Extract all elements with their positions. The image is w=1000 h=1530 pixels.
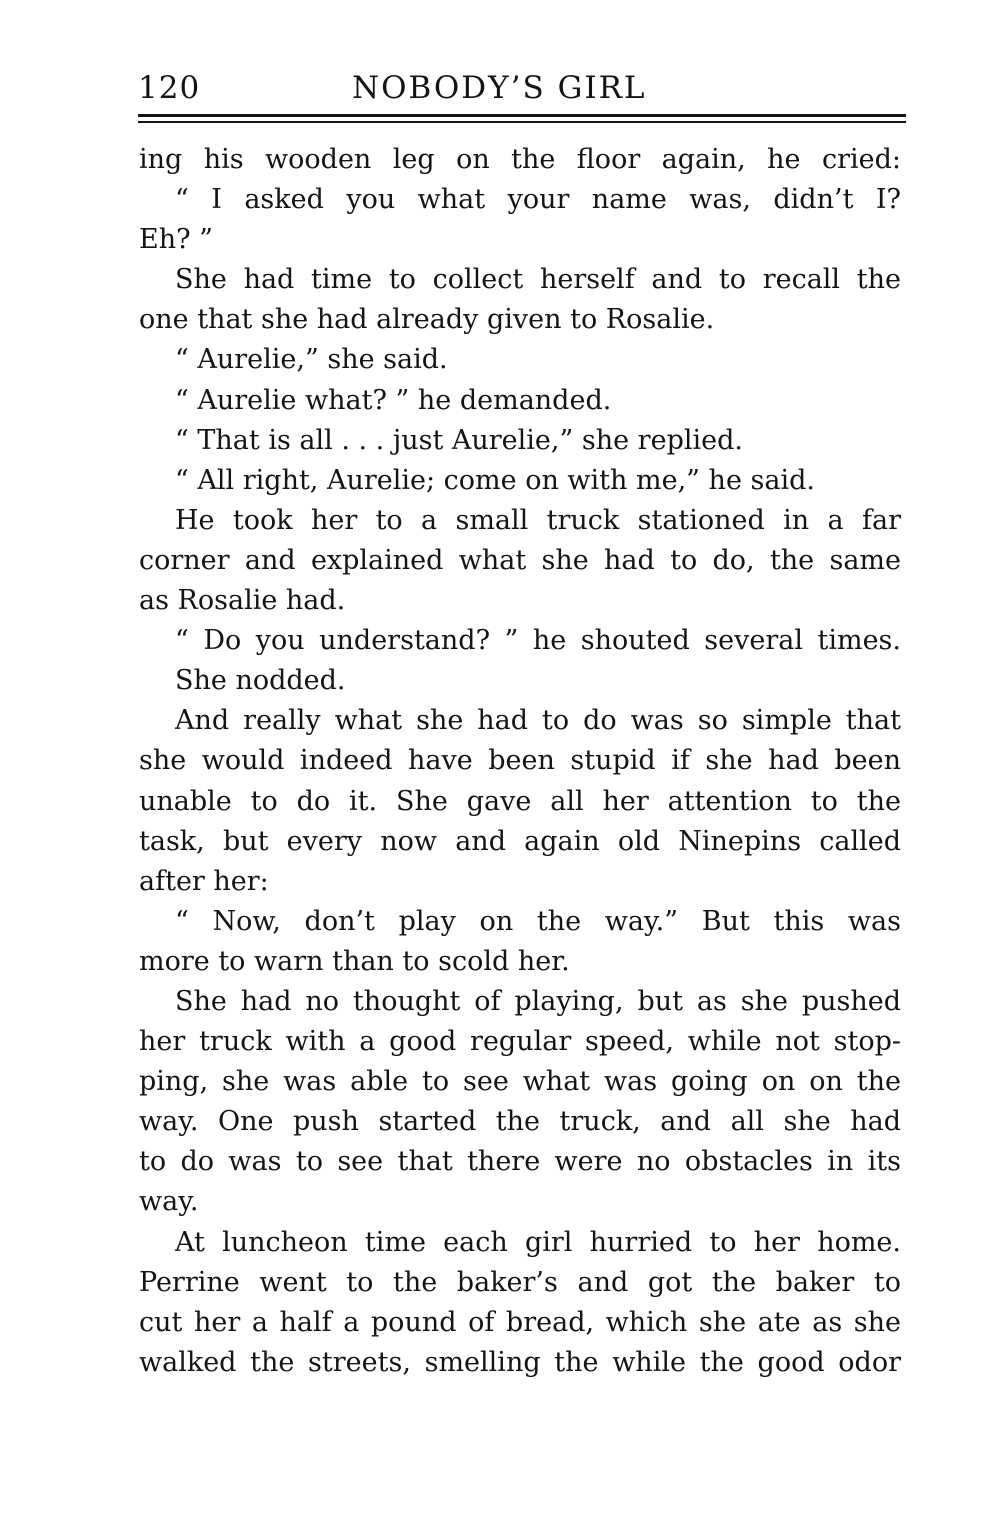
text-line: “ Aurelie what? ” he demanded.	[175, 384, 612, 416]
text-line: way. One push started the truck, and all she had	[139, 1106, 901, 1138]
text-line: more to warn than to scold her.	[139, 945, 570, 977]
text-line: And really what she had to do was so simple that	[175, 705, 901, 737]
text-line: cut her a half a pound of bread, which she ate as she	[139, 1306, 901, 1338]
text-line: “ Now, don’t play on the way.” But this was	[175, 905, 901, 937]
text-line: “ Aurelie,” she said.	[175, 344, 448, 376]
text-line: Eh? ”	[139, 224, 213, 256]
text-line: as Rosalie had.	[139, 585, 346, 617]
text-line: “ Do you understand? ” he shouted several times.	[175, 625, 901, 657]
text-line: unable to do it. She gave all her attention to the	[139, 785, 901, 817]
page-number: 120	[138, 70, 201, 106]
page-header	[138, 70, 906, 110]
text-line: way.	[139, 1186, 199, 1218]
text-line: “ I asked you what your name was, didn’t I?	[175, 184, 901, 216]
text-line: “ All right, Aurelie; come on with me,” he said.	[175, 464, 815, 496]
text-line: one that she had already given to Rosalie.	[139, 304, 715, 336]
text-line: she would indeed have been stupid if she had been	[139, 745, 901, 777]
body-text	[139, 140, 901, 1383]
text-line: task, but every now and again old Ninepins called	[139, 825, 901, 857]
text-line: “ That is all . . . just Aurelie,” she replied.	[175, 424, 743, 456]
text-line: She had no thought of playing, but as she pushed	[175, 985, 901, 1017]
text-line: ping, she was able to see what was going on on the	[139, 1066, 901, 1098]
header-rule-thick	[138, 114, 906, 117]
text-line: Perrine went to the baker’s and got the baker to	[139, 1266, 901, 1298]
text-line: after her:	[139, 865, 269, 897]
text-line: ing his wooden leg on the floor again, he cried:	[139, 144, 901, 175]
text-line: her truck with a good regular speed, while not stop-	[139, 1026, 901, 1058]
text-line: corner and explained what she had to do, the same	[139, 544, 901, 576]
header-rule-thin	[138, 121, 906, 123]
text-line: He took her to a small truck stationed in a far	[175, 504, 901, 536]
text-line: She nodded.	[175, 665, 346, 697]
text-line: to do was to see that there were no obstacles in its	[139, 1146, 901, 1178]
text-line: She had time to collect herself and to recall the	[175, 264, 901, 296]
text-line: At luncheon time each girl hurried to her home.	[175, 1226, 901, 1258]
text-line: walked the streets, smelling the while the good odor	[139, 1346, 901, 1378]
running-title: NOBODY’S GIRL	[352, 70, 647, 106]
